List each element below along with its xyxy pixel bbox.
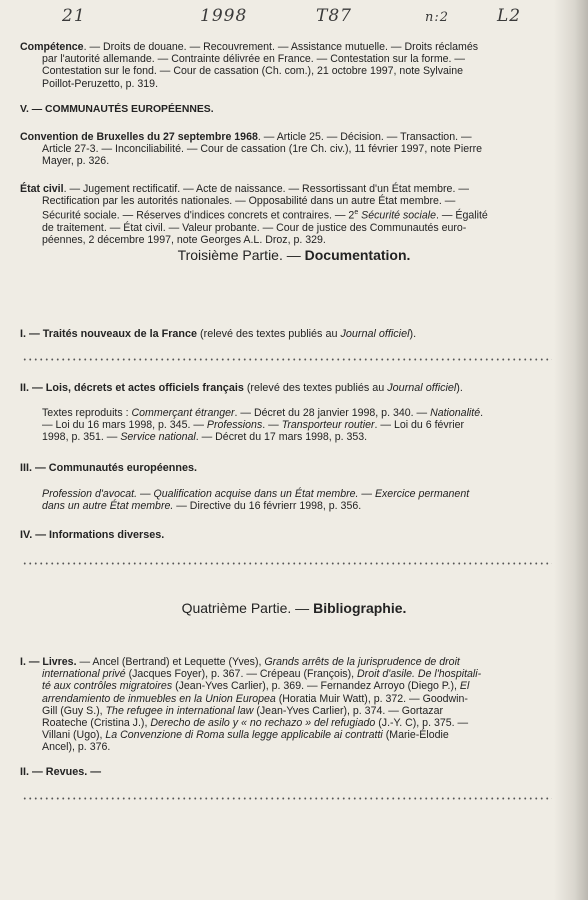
- section-text: Journal officiel: [387, 382, 457, 394]
- entry-text: Article 27-3. — Inconciliabilité. — Cour de cassation (1re Ch. civ.), 11 février 1997, note Pierre: [42, 143, 483, 156]
- entry-text: Gill (Guy S.),: [42, 704, 106, 717]
- entry-text: arrendamiento de inmuebles en la Union Europea: [42, 692, 276, 705]
- entry-text: (Jacques Foyer), p. 367. — Crépeau (François),: [125, 668, 358, 681]
- entry-text: international privé: [42, 668, 126, 681]
- part-prefix: Quatrième Partie. —: [181, 600, 314, 616]
- handwritten-note-3: T87: [316, 6, 352, 26]
- entry-convention: [20, 131, 560, 168]
- entry-text: .: [480, 407, 484, 419]
- entry-text: . —: [262, 419, 282, 432]
- entry-text: 1998, p. 351. —: [42, 431, 121, 444]
- entry-text: de traitement. — État civil. — Valeur probante. — Cour de justice des Communautés euro-: [42, 222, 467, 235]
- entry-text: The refugee in international law: [105, 704, 254, 717]
- superscript: e: [354, 209, 359, 217]
- entry-text: Mayer, p. 326.: [42, 155, 110, 168]
- entry-text: Roateche (Cristina J.),: [42, 717, 151, 730]
- section-text: (relevé des textes publiés au: [243, 382, 388, 394]
- entry-text: té aux contrôles migratoires: [42, 680, 173, 693]
- entry-text: Textes reproduits :: [42, 407, 132, 419]
- doc-section-ii: [20, 382, 560, 394]
- entry-text: Contestation sur le fond. — Cour de cassation (Ch. com.), 21 octobre 1997, note Sylvaine: [42, 65, 464, 78]
- entry-text: Profession d'avocat. — Qualification acquise dans un État membre. — Exercice permanent: [42, 488, 470, 500]
- dotted-leader: [22, 562, 552, 565]
- entry-term: État civil: [20, 183, 64, 195]
- section-heading: I. — Traités nouveaux de la France: [20, 328, 198, 340]
- entry-text: Sécurité sociale: [358, 209, 436, 222]
- entry-text: La Convenzione di Roma sulla legge applicabile ai contratti: [105, 729, 383, 742]
- entry-text: . — Égalité: [435, 209, 488, 222]
- entry-text: (Horatia Muir Watt), p. 372. — Goodwin-: [275, 692, 468, 705]
- section-text: ).: [456, 382, 463, 394]
- entry-text: — Ancel (Bertrand) et Lequette (Yves),: [76, 656, 265, 668]
- part-heading-3: [0, 247, 588, 263]
- section-heading-v: V. — COMMUNAUTÉS EUROPÉENNES.: [20, 104, 214, 115]
- handwritten-note-2: 1998: [200, 6, 248, 26]
- entry-text: Professions: [206, 419, 263, 432]
- entry-text: — Directive du 16 févrierr 1998, p. 356.: [173, 500, 362, 513]
- dotted-leader: [22, 797, 552, 800]
- handwritten-note-1: 21: [62, 6, 86, 26]
- entry-text: dans un autre État membre.: [42, 500, 174, 513]
- entry-avocat: [42, 488, 557, 512]
- entry-text: . — Loi du 6 février: [374, 419, 465, 432]
- entry-text: Poillot-Peruzetto, p. 319.: [42, 77, 159, 90]
- entry-text: (Jean-Yves Carlier), p. 369. — Fernandez Arroyo (Diego P.),: [172, 680, 460, 693]
- entry-text: Villani (Ugo),: [42, 729, 106, 742]
- entry-text: Commerçant étranger: [131, 407, 235, 419]
- entry-text: péennes, 2 décembre 1997, note Georges A.L. Droz, p. 329.: [42, 234, 326, 247]
- textes-reproduits: [42, 407, 557, 444]
- entry-text: El: [459, 680, 470, 693]
- entry-text: Ancel), p. 376.: [42, 741, 111, 754]
- doc-section-iv: IV. — Informations diverses.: [20, 529, 165, 541]
- entry-text: Nationalité: [430, 407, 481, 419]
- entry-text: (Jean-Yves Carlier), p. 374. — Gortazar: [253, 704, 443, 717]
- section-text: (relevé des textes publiés au: [197, 328, 341, 340]
- part-title: Documentation.: [304, 247, 411, 263]
- entry-text: . — Jugement rectificatif. — Acte de naissance. — Ressortissant d'un État membre. —: [63, 183, 469, 195]
- entry-text: . — Décret du 28 janvier 1998, p. 340. —: [234, 407, 431, 419]
- entry-text: — Loi du 16 mars 1998, p. 345. —: [42, 419, 207, 432]
- entry-competence: [20, 41, 560, 90]
- bib-livres: [20, 656, 560, 754]
- doc-section-i: [20, 328, 560, 340]
- entry-text: Droit d'asile. De l'hospitali-: [357, 668, 482, 681]
- entry-text: par l'autorité allemande. — Contrainte délivrée en France. — Contestation sur la forme. —: [42, 53, 466, 66]
- dotted-leader: [22, 358, 552, 361]
- entry-text: Rectification par les autorités nationales. — Opposabilité dans un autre État membre. —: [42, 195, 456, 208]
- entry-text: Grands arrêts de la jurisprudence de droit: [264, 656, 460, 668]
- entry-term: Compétence: [20, 41, 84, 53]
- entry-text: Service national: [120, 431, 196, 444]
- handwritten-note-4: n:2: [425, 10, 450, 25]
- section-heading: II. — Lois, décrets et actes officiels français: [20, 382, 244, 394]
- entry-text: . — Article 25. — Décision. — Transaction. —: [257, 131, 472, 143]
- entry-text: Transporteur routier: [281, 419, 375, 432]
- entry-text: (J.-Y. C), p. 375. —: [375, 717, 469, 730]
- part-heading-4: [0, 600, 588, 616]
- entry-etat-civil: [20, 183, 560, 247]
- part-title: Bibliographie.: [313, 600, 407, 616]
- doc-section-iii: III. — Communautés européennes.: [20, 462, 197, 474]
- bib-revues: II. — Revues. —: [20, 766, 102, 778]
- entry-text: . — Décret du 17 mars 1998, p. 353.: [195, 431, 368, 444]
- entry-term: Convention de Bruxelles du 27 septembre 1968: [20, 131, 258, 143]
- entry-text: Sécurité sociale. — Réserves d'indices concrets et contraires. — 2: [42, 209, 355, 222]
- entry-text: (Marie-Élodie: [382, 729, 449, 742]
- entry-text: . — Droits de douane. — Recouvrement. — Assistance mutuelle. — Droits réclamés: [83, 41, 479, 53]
- part-prefix: Troisième Partie. —: [177, 247, 305, 263]
- section-text: Journal officiel: [340, 328, 410, 340]
- entry-text: Derecho de asilo y « no rechazo » del refugiado: [150, 717, 376, 730]
- section-text: ).: [409, 328, 417, 340]
- section-heading: I. — Livres.: [20, 656, 77, 668]
- handwritten-note-5: L2: [497, 6, 522, 26]
